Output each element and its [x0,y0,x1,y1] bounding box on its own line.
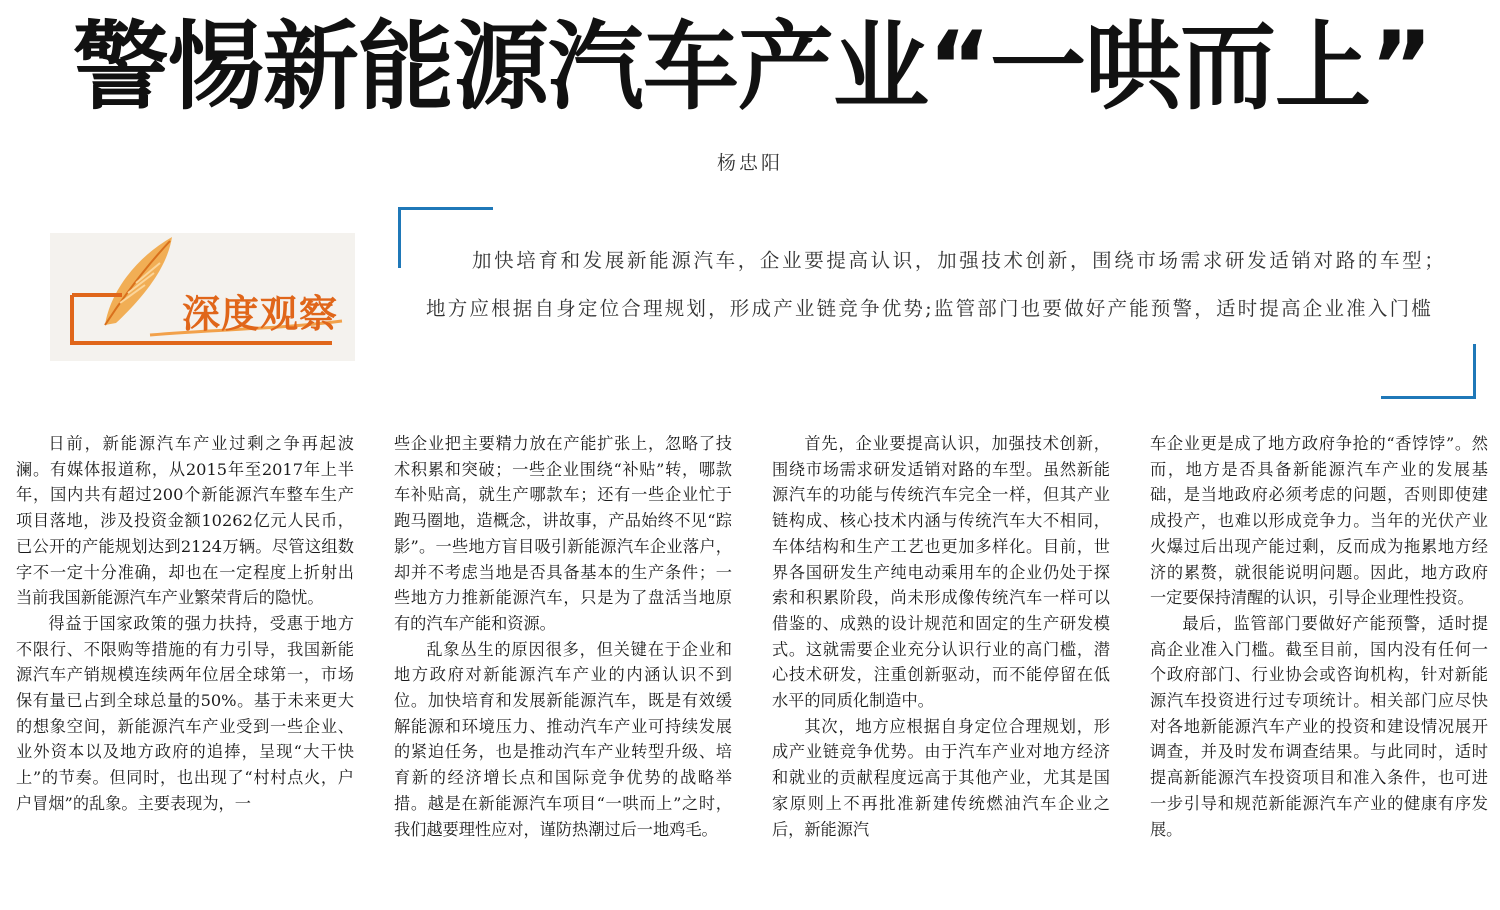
body-column-4 [1150,431,1488,909]
byline: 杨忠阳 [716,152,783,174]
paragraph: 首先，企业要提高认识，加强技术创新，围绕市场需求研发适销对路的车型。虽然新能源汽车的功能与传统汽车完全一样，但其产业链构成、核心技术内涵与传统汽车大不相同，车体结构和生产工艺也更加多样化。目前，世界各国研发生产纯电动乘用车的企业仍处于探索和积累阶段，尚未形成像传统汽车一样可以借鉴的、成熟的设计规范和固定的生产研发模式。这就需要企业充分认识行业的高门槛，潜心技术研发，注重创新驱动，而不能停留在低水平的同质化制造中。 [772,434,1110,711]
abstract-box [398,207,1476,399]
column-badge-label: 深度观察 [182,292,339,336]
paragraph: 日前，新能源汽车产业过剩之争再起波澜。有媒体报道称，从2015年至2017年上半年，国内共有超过200个新能源汽车整车生产项目落地，涉及投资金额10262亿元人民币，已公开的产能规划达到2124万辆。尽管这组数字不一定十分准确，却也在一定程度上折射出当前我国新能源汽车产业繁荣背后的隐忧。 [16,434,354,608]
headline: 警惕新能源汽车产业“一哄而上” [72,11,1433,123]
body-column-2 [394,431,732,909]
column-badge [50,233,355,361]
body-column-3 [772,431,1110,909]
paragraph: 些企业把主要精力放在产能扩张上，忽略了技术积累和突破；一些企业围绕“补贴”转，哪款车补贴高，就生产哪款车；还有一些企业忙于跑马圈地，造概念，讲故事，产品始终不见“踪影”。一些地方盲目吸引新能源汽车企业落户，却并不考虑当地是否具备基本的生产条件；一些地方力推新能源汽车，只是为了盘活当地原有的汽车产能和资源。 [394,434,732,633]
paragraph: 最后，监管部门要做好产能预警，适时提高企业准入门槛。截至目前，国内没有任何一个政府部门、行业协会或咨询机构，针对新能源汽车投资进行过专项统计。相关部门应尽快对各地新能源汽车产业的投资和建设情况展开调查，并及时发布调查结果。与此同时，适时提高新能源汽车投资项目和准入条件，也可进一步引导和规范新能源汽车产业的健康有序发展。 [1150,613,1488,839]
paragraph: 得益于国家政策的强力扶持，受惠于地方不限行、不限购等措施的有力引导，我国新能源汽车产销规模连续两年位居全球第一，市场保有量已占到全球总量的50%。基于未来更大的想象空间，新能源汽车产业受到一些企业、业外资本以及地方政府的追捧，呈现“大干快上”的节奏。但同时，也出现了“村村点火，户户冒烟”的乱象。主要表现为，一 [16,613,354,813]
paragraph: 车企业更是成了地方政府争抢的“香饽饽”。然而，地方是否具备新能源汽车产业的发展基础，是当地政府必须考虑的问题，否则即使建成投产，也难以形成竞争力。当年的光伏产业火爆过后出现产能过剩，反而成为拖累地方经济的累赘，就很能说明问题。因此，地方政府一定要保持清醒的认识，引导企业理性投资。 [1150,434,1488,608]
paragraph: 其次，地方应根据自身定位合理规划，形成产业链竞争优势。由于汽车产业对地方经济和就业的贡献程度远高于其他产业，尤其是国家原则上不再批准新建传统燃油汽车企业之后，新能源汽 [772,716,1110,839]
abstract-corner-bottom-right [1381,344,1476,399]
paragraph: 乱象丛生的原因很多，但关键在于企业和地方政府对新能源汽车产业的内涵认识不到位。加快培育和发展新能源汽车，既是有效缓解能源和环境压力、推动汽车产业可持续发展的紧迫任务，也是推动汽车产业转型升级、培育新的经济增长点和国际竞争优势的战略举措。越是在新能源汽车项目“一哄而上”之时，我们越要理性应对，谨防热潮过后一地鸡毛。 [394,639,732,839]
abstract-text: 加快培育和发展新能源汽车，企业要提高认识，加强技术创新，围绕市场需求研发适销对路的车型；地方应根据自身定位合理规划，形成产业链竞争优势;监管部门也要做好产能预警，适时提高企业准入门槛 [426,249,1446,320]
body-column-1 [16,431,354,909]
